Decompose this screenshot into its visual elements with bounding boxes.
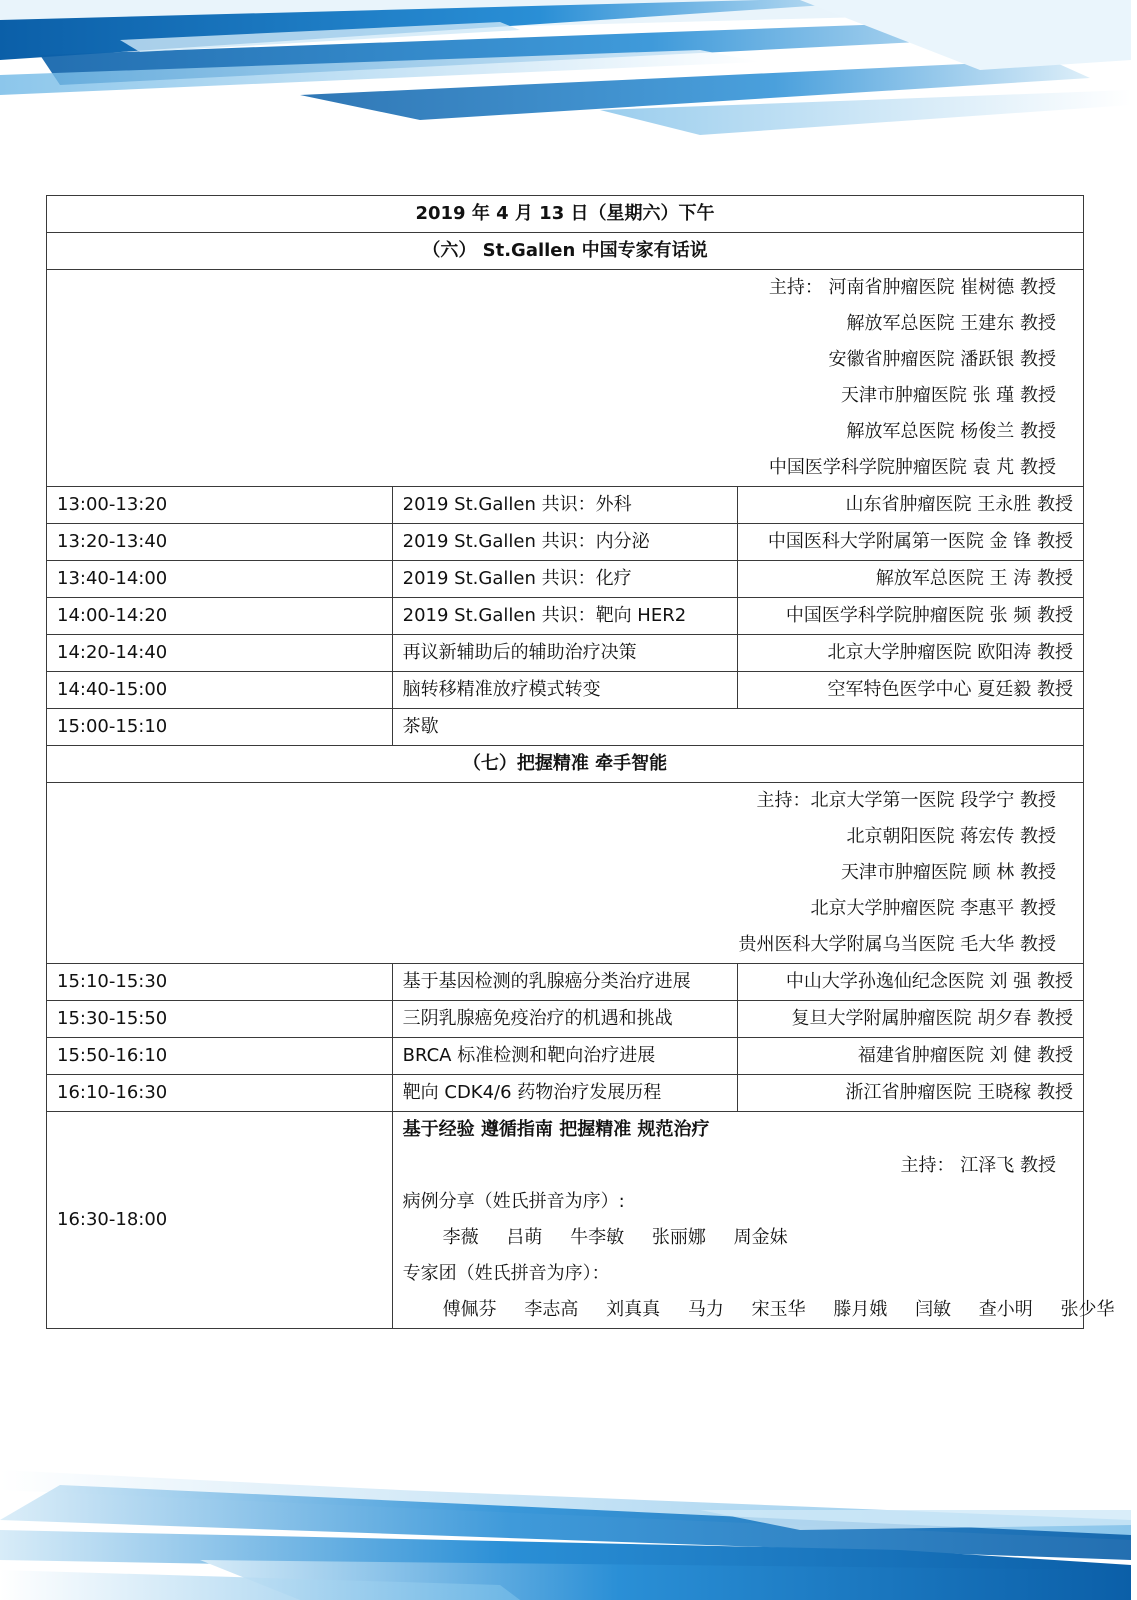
final-session-host: 主持： 江泽飞 教授 xyxy=(900,1155,1056,1176)
session7-hosts-row xyxy=(47,783,1084,964)
speaker-cell: 中国医学科学院肿瘤医院 张 频 教授 xyxy=(738,598,1084,635)
speaker-cell: 复旦大学附属肿瘤医院 胡夕春 教授 xyxy=(738,1001,1084,1038)
host-line: 北京大学肿瘤医院 李惠平 教授 xyxy=(810,898,1056,919)
session6-hosts-row xyxy=(47,270,1084,487)
case-name: 张丽娜 xyxy=(651,1227,706,1248)
expert-name: 张少华 xyxy=(1060,1299,1115,1320)
time-cell: 15:30-15:50 xyxy=(47,1001,393,1038)
topic-cell: 2019 St.Gallen 共识：靶向 HER2 xyxy=(392,598,738,635)
table-row xyxy=(47,672,1084,709)
session6-title-row xyxy=(47,233,1084,270)
speaker-cell: 解放军总医院 王 涛 教授 xyxy=(738,561,1084,598)
expert-name: 傅佩芬 xyxy=(442,1299,497,1320)
final-session-row xyxy=(47,1112,1084,1329)
time-cell: 13:20-13:40 xyxy=(47,524,393,561)
topic-cell: 2019 St.Gallen 共识：化疗 xyxy=(392,561,738,598)
topic-cell: 基于基因检测的乳腺癌分类治疗进展 xyxy=(392,964,738,1001)
host-line: 解放军总医院 杨俊兰 教授 xyxy=(846,421,1056,442)
date-header: 2019 年 4 月 13 日（星期六）下午 xyxy=(47,196,1084,233)
table-row xyxy=(47,964,1084,1001)
break-row xyxy=(47,709,1084,746)
expert-name: 宋玉华 xyxy=(751,1299,806,1320)
expert-name: 闫敏 xyxy=(915,1299,952,1320)
time-cell: 16:30-18:00 xyxy=(47,1112,393,1329)
host-line: 主持： 河南省肿瘤医院 崔树德 教授 xyxy=(768,277,1056,298)
table-row xyxy=(47,561,1084,598)
session7-title-row xyxy=(47,746,1084,783)
time-cell: 14:20-14:40 xyxy=(47,635,393,672)
host-line: 天津市肿瘤医院 顾 林 教授 xyxy=(840,862,1056,883)
host-line: 贵州医科大学附属乌当医院 毛大华 教授 xyxy=(738,934,1056,955)
expert-name: 刘真真 xyxy=(606,1299,661,1320)
session6-hosts xyxy=(47,270,1084,487)
time-cell: 15:10-15:30 xyxy=(47,964,393,1001)
topic-cell: 2019 St.Gallen 共识：外科 xyxy=(392,487,738,524)
session7-hosts xyxy=(47,783,1084,964)
table-row xyxy=(47,1001,1084,1038)
host-line: 北京朝阳医院 蒋宏传 教授 xyxy=(846,826,1056,847)
speaker-cell: 山东省肿瘤医院 王永胜 教授 xyxy=(738,487,1084,524)
expert-panel-label: 专家团（姓氏拼音为序）： xyxy=(402,1263,610,1284)
expert-name: 李志高 xyxy=(524,1299,579,1320)
speaker-cell: 福建省肿瘤医院 刘 健 教授 xyxy=(738,1038,1084,1075)
expert-name: 查小明 xyxy=(978,1299,1033,1320)
time-cell: 14:40-15:00 xyxy=(47,672,393,709)
topic-cell: BRCA 标准检测和靶向治疗进展 xyxy=(392,1038,738,1075)
table-row xyxy=(47,598,1084,635)
table-row xyxy=(47,1038,1084,1075)
speaker-cell: 浙江省肿瘤医院 王晓稼 教授 xyxy=(738,1075,1084,1112)
topic-cell: 脑转移精准放疗模式转变 xyxy=(392,672,738,709)
case-share-label: 病例分享（姓氏拼音为序）: xyxy=(402,1191,625,1212)
host-line: 天津市肿瘤医院 张 瑾 教授 xyxy=(840,385,1056,406)
topic-cell: 2019 St.Gallen 共识：内分泌 xyxy=(392,524,738,561)
expert-panel-names xyxy=(403,1292,1115,1328)
bottom-banner-decoration xyxy=(0,1450,1131,1600)
time-cell: 14:00-14:20 xyxy=(47,598,393,635)
speaker-cell: 空军特色医学中心 夏廷毅 教授 xyxy=(738,672,1084,709)
host-line: 安徽省肿瘤医院 潘跃银 教授 xyxy=(828,349,1056,370)
topic-cell: 三阴乳腺癌免疫治疗的机遇和挑战 xyxy=(392,1001,738,1038)
speaker-cell: 北京大学肿瘤医院 欧阳涛 教授 xyxy=(738,635,1084,672)
time-cell: 16:10-16:30 xyxy=(47,1075,393,1112)
date-header-row xyxy=(47,196,1084,233)
table-row xyxy=(47,524,1084,561)
agenda-table xyxy=(46,195,1115,1329)
expert-name: 马力 xyxy=(687,1299,724,1320)
case-name: 牛李敏 xyxy=(570,1227,625,1248)
host-line: 主持：北京大学第一医院 段学宁 教授 xyxy=(756,790,1056,811)
top-banner-decoration xyxy=(0,0,1131,150)
expert-name: 滕月娥 xyxy=(833,1299,888,1320)
case-name: 周金妹 xyxy=(733,1227,788,1248)
time-cell: 13:40-14:00 xyxy=(47,561,393,598)
speaker-cell: 中山大学孙逸仙纪念医院 刘 强 教授 xyxy=(738,964,1084,1001)
table-row xyxy=(47,1075,1084,1112)
session6-title: （六） St.Gallen 中国专家有话说 xyxy=(47,233,1084,270)
speaker-cell: 中国医科大学附属第一医院 金 锋 教授 xyxy=(738,524,1084,561)
table-row xyxy=(47,635,1084,672)
final-session-content xyxy=(392,1112,1115,1329)
final-session-heading: 基于经验 遵循指南 把握精准 规范治疗 xyxy=(402,1119,710,1140)
break-label: 茶歇 xyxy=(392,709,1083,746)
case-share-names xyxy=(403,1220,1073,1256)
host-line: 解放军总医院 王建东 教授 xyxy=(846,313,1056,334)
host-line: 中国医学科学院肿瘤医院 袁 芃 教授 xyxy=(768,457,1056,478)
time-cell: 15:50-16:10 xyxy=(47,1038,393,1075)
case-name: 吕萌 xyxy=(506,1227,543,1248)
topic-cell: 再议新辅助后的辅助治疗决策 xyxy=(392,635,738,672)
time-cell: 13:00-13:20 xyxy=(47,487,393,524)
session7-title: （七）把握精准 牵手智能 xyxy=(47,746,1084,783)
topic-cell: 靶向 CDK4/6 药物治疗发展历程 xyxy=(392,1075,738,1112)
case-name: 李薇 xyxy=(442,1227,479,1248)
table-row xyxy=(47,487,1084,524)
time-cell: 15:00-15:10 xyxy=(47,709,393,746)
